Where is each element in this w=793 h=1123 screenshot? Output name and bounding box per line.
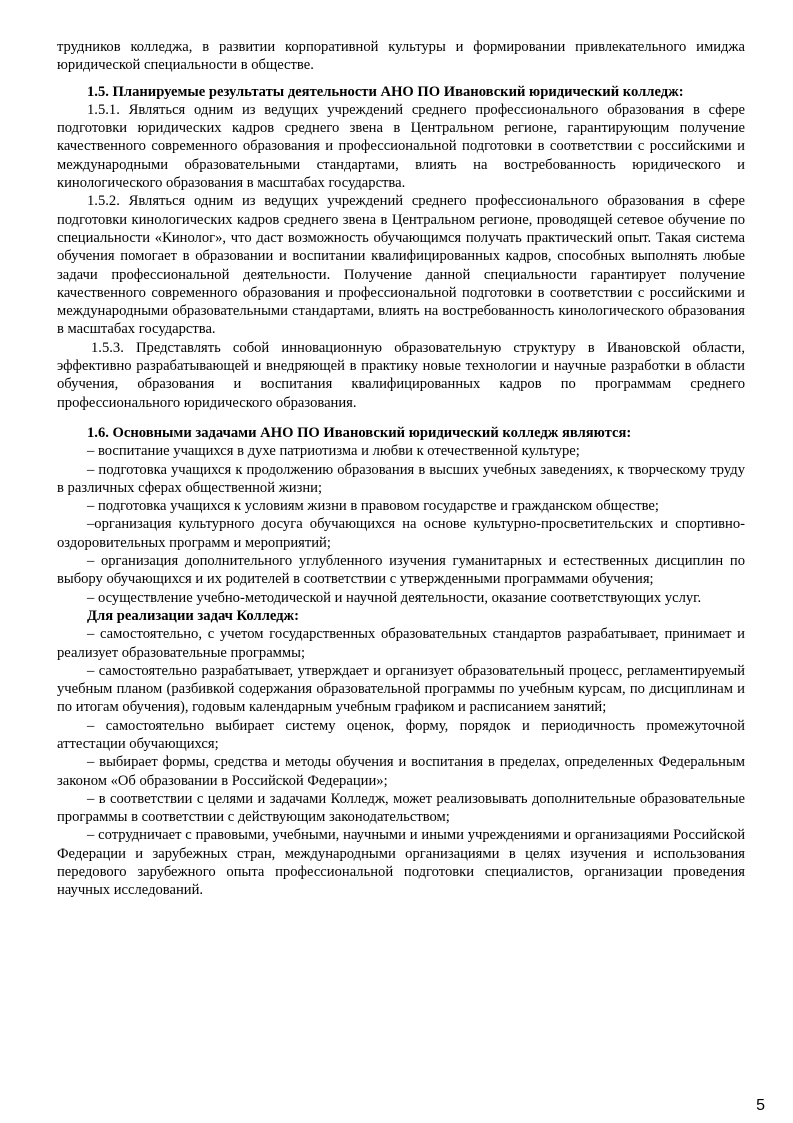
task-item: – организация дополнительного углубленного изучения гуманитарных и естественных дисциплин по выбору обучающихся и их родителей в соответствии с утвержденными программами обучения;: [57, 553, 745, 588]
task-item: – подготовка учащихся к условиям жизни в правовом государстве и гражданском обществе;: [87, 498, 659, 515]
task-item: – осуществление учебно-методической и научной деятельности, оказание соответствующих услуг.: [87, 589, 702, 606]
implementation-item: – сотрудничает с правовыми, учебными, научными и иными учреждениями и организациями Российской Федерации и зарубежных стран, международными организациями в целях изучения и использования передового зарубежного опыта профессиональной подготовки специалистов, организации проведения научных исследований.: [57, 827, 745, 899]
implementation-item: – самостоятельно, с учетом государственных образовательных стандартов разрабатывает, принимает и реализует образовательные программы;: [57, 626, 745, 661]
section-1-5-heading: 1.5. Планируемые результаты деятельности АНО ПО Ивановский юридический колледж:: [87, 83, 684, 100]
continuation-paragraph: трудников колледжа, в развитии корпоративной культуры и формировании привлекательного имиджа юридической специальности в обществе.: [57, 39, 745, 74]
implementation-subheading: Для реализации задач Колледж:: [87, 607, 300, 624]
implementation-item: – самостоятельно выбирает систему оценок, форму, порядок и периодичность промежуточной аттестации обучающихся;: [57, 717, 745, 752]
paragraph-1-5-1: 1.5.1. Являться одним из ведущих учреждений среднего профессионального образования в сфере подготовки юридических кадров среднего звена в Центральном регионе, гарантирующим получение качественного современного образования и профессиональной подготовки в соответствии с российскими и международными образовательными стандартами, влиять на востребованность юридического и кинологического образования в масштабах государства.: [57, 101, 745, 192]
implementation-item: – самостоятельно разрабатывает, утверждает и организует образовательный процесс, регламентируемый учебным планом (разбивкой содержания образовательной программы по учебным курсам, по дисциплинам и по итогам обучения), годовым календарным учебным графиком и расписанием занятий;: [57, 662, 745, 716]
task-item: –организация культурного досуга обучающихся на основе культурно-просветительских и спортивно-оздоровительных программ и мероприятий;: [57, 516, 745, 551]
document-page: [57, 38, 745, 900]
implementation-item: – в соответствии с целями и задачами Колледж, может реализовывать дополнительные образовательные программы в соответствии с действующим законодательством;: [57, 790, 745, 826]
paragraph-1-5-3: 1.5.3. Представлять собой инновационную образовательную структуру в Ивановской области, эффективно разрабатывающей и внедряющей в практику новые технологии и научные разработки в области обучения, образования и воспитания квалифицированных кадров по программам среднего профессионального юридического образования.: [57, 339, 745, 411]
task-item: – воспитание учащихся в духе патриотизма и любви к отечественной культуре;: [87, 443, 580, 460]
section-1-6-heading: 1.6. Основными задачами АНО ПО Ивановский юридический колледж являются:: [87, 424, 632, 441]
page-number: 5: [756, 1097, 765, 1114]
task-item: – подготовка учащихся к продолжению образования в высших учебных заведениях, к творческому труду в различных сферах общественной жизни;: [57, 461, 745, 496]
paragraph-1-5-2: 1.5.2. Являться одним из ведущих учреждений среднего профессионального образования в сфере подготовки кинологических кадров среднего звена в Центральном регионе, проводящей сетевое обучение по специальности «Кинолог», что даст возможность обучающимся получать практический опыт. Такая система обучения помогает в образовании и воспитании квалифицированных кадров, способных выполнять любые задачи профессиональной деятельности. Получение данной специальности гарантирует получение качественного современного образования и профессиональной подготовки в соответствии с российскими и международными образовательными стандартами, влиять на востребованность кинологического образования в масштабах государства.: [57, 193, 745, 338]
implementation-item: – выбирает формы, средства и методы обучения и воспитания в пределах, определенных Федеральным законом «Об образовании в Российской Федерации»;: [57, 754, 745, 789]
